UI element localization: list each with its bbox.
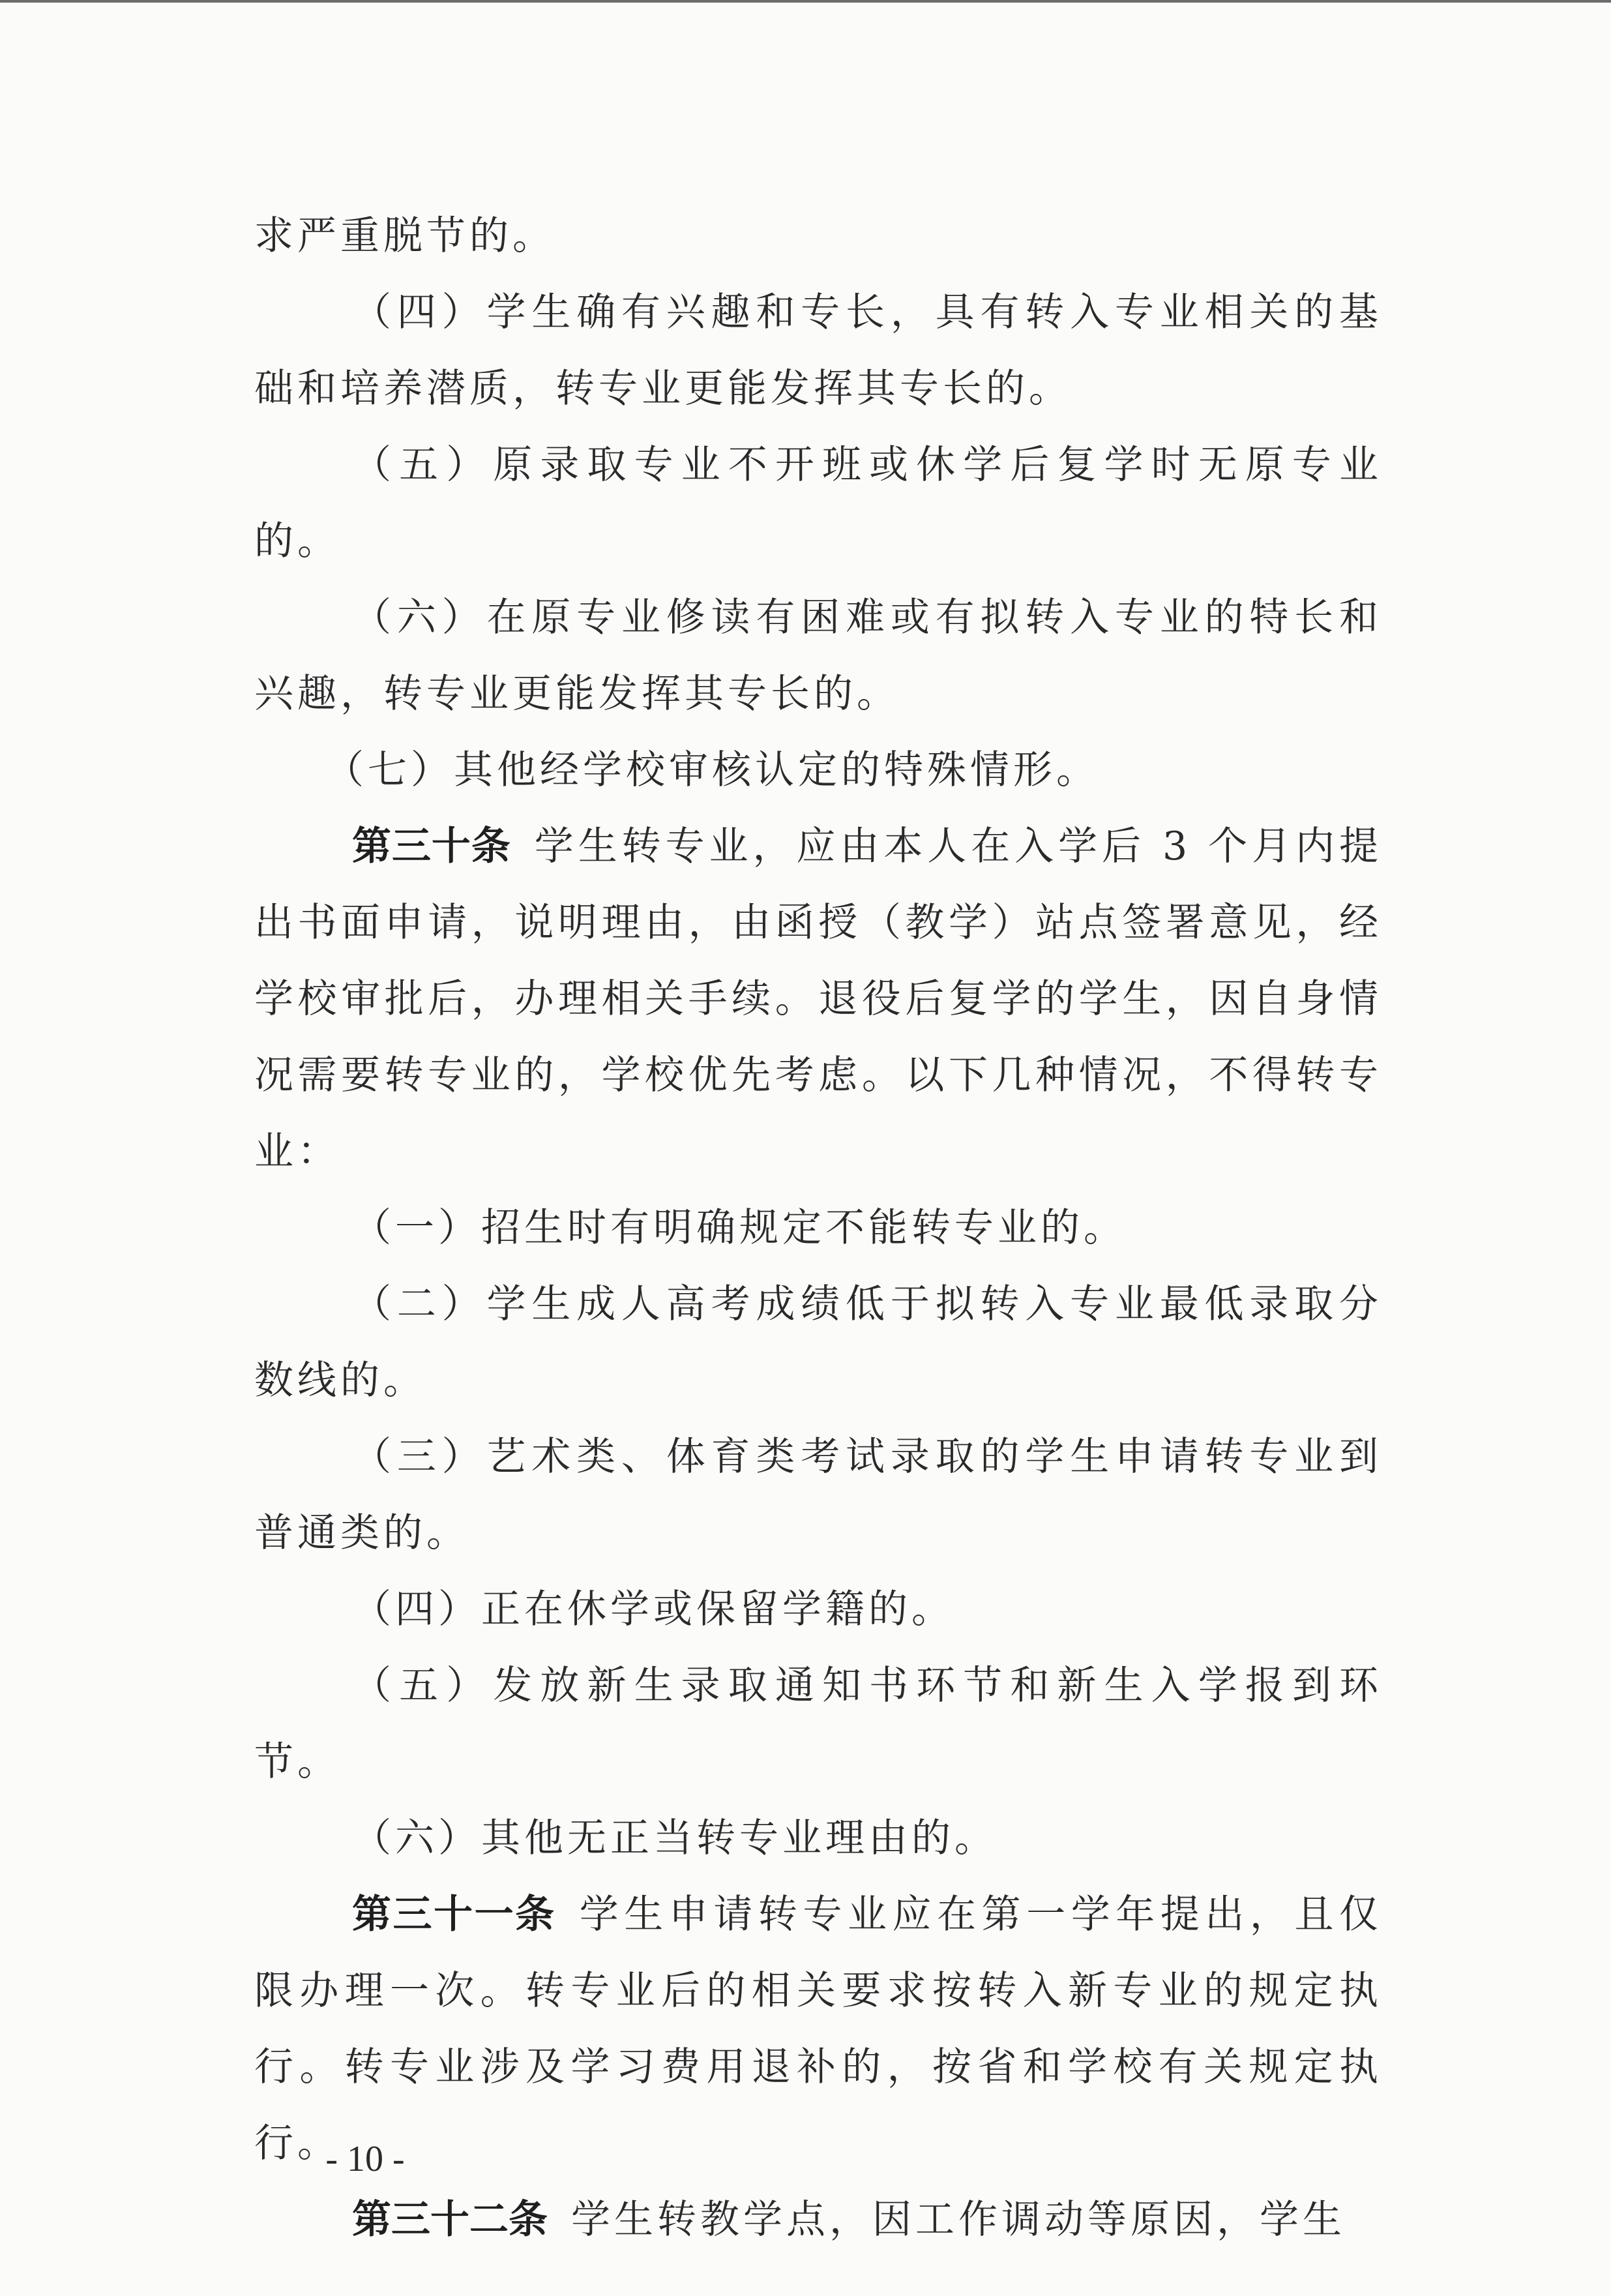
paragraph-text: 求严重脱节的。 xyxy=(254,213,555,259)
paragraph-text: （二）学生成人高考成绩低于拟转入专业最低录取分数线的。 xyxy=(254,1281,1382,1403)
article-text: 学生转教学点，因工作调动等原因，学生 xyxy=(571,2197,1346,2243)
paragraph-text: （四）学生确有兴趣和专长，具有转入专业相关的基础和培养潜质，转专业更能发挥其专长的。 xyxy=(254,290,1382,411)
paragraph-item-1 xyxy=(254,1190,1382,1266)
paragraph-continued xyxy=(254,198,1382,275)
page-number: - 10 - xyxy=(325,2139,405,2179)
article-heading: 第三十一条 xyxy=(352,1892,556,1937)
paragraph-item-6 xyxy=(254,580,1382,732)
article-31 xyxy=(254,1877,1382,2182)
paragraph-text: （六）在原专业修读有困难或有拟转入专业的特长和兴趣，转专业更能发挥其专长的。 xyxy=(254,595,1382,717)
paragraph-item-3 xyxy=(254,1419,1382,1572)
paragraph-item-2 xyxy=(254,1266,1382,1419)
paragraph-text: （五）发放新生录取通知书环节和新生入学报到环节。 xyxy=(254,1663,1382,1785)
paragraph-text: （五）原录取专业不开班或休学后复学时无原专业的。 xyxy=(254,442,1382,564)
paragraph-text: （一）招生时有明确规定不能转专业的。 xyxy=(352,1205,1127,1251)
paragraph-item-5 xyxy=(254,427,1382,580)
article-text: 学生转专业，应由本人在入学后 3 个月内提出书面申请，说明理由，由函授（教学）站点签署意见，经学校审批后，办理相关手续。退役后复学的学生，因自身情况需要转专业的，学校优先考虑。以下几种情况，不得转专业： xyxy=(254,824,1383,1174)
article-32 xyxy=(254,2182,1382,2258)
paragraph-text: （七）其他经学校审核认定的特殊情形。 xyxy=(325,747,1099,793)
paragraph-text: （四）正在休学或保留学籍的。 xyxy=(352,1587,954,1632)
paragraph-item-6b xyxy=(254,1800,1382,1877)
article-heading: 第三十条 xyxy=(352,824,511,869)
paragraph-item-4b xyxy=(254,1572,1382,1648)
document-body xyxy=(254,198,1382,2258)
article-heading: 第三十二条 xyxy=(352,2197,548,2243)
article-text: 学生申请转专业应在第一学年提出，且仅限办理一次。转专业后的相关要求按转入新专业的规定执行。转专业涉及学习费用退补的，按省和学校有关规定执行。 xyxy=(254,1892,1383,2166)
paragraph-item-7 xyxy=(254,732,1382,809)
paragraph-text: （三）艺术类、体育类考试录取的学生申请转专业到普通类的。 xyxy=(254,1434,1382,1556)
article-30 xyxy=(254,809,1382,1190)
paragraph-text: （六）其他无正当转专业理由的。 xyxy=(352,1815,998,1861)
paragraph-item-4 xyxy=(254,275,1382,427)
paragraph-item-5b xyxy=(254,1648,1382,1800)
